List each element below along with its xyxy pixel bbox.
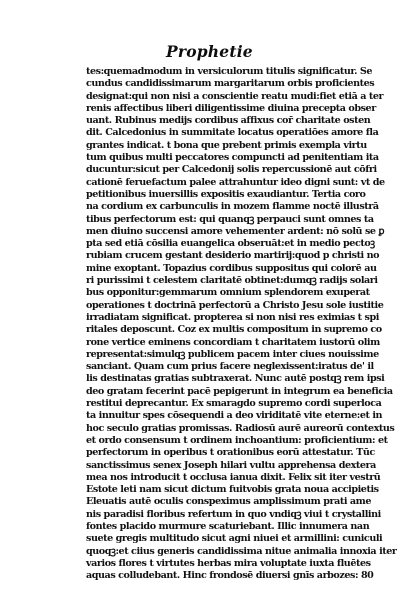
text-line: representat:simulqꝫ publicem pacem inter ciues nouissime xyxy=(86,348,379,360)
text-line: tes:quemadmodum in versiculorum titulis significatur. Se xyxy=(86,66,372,77)
text-line: hoc seculo gratias promissas. Radiosū aurē aureorū contextus xyxy=(86,422,395,434)
text-line: designat:qui non nisi a conscientie reatu mudi:fiet etiā a ter xyxy=(86,90,384,102)
text-line: sanctissimus senex Joseph hilari vultu apprehensa dextera xyxy=(86,459,376,471)
text-line: aquas colludebant. Hinc frondosē diuersi gnīs arbozes: 80 xyxy=(86,570,374,582)
text-line: Estote leti nam sicut dictum fuitvobis grata noua accipietis xyxy=(86,484,379,496)
text-line: quoqꝫ:et ciius generis candidissima nitue animalia innoxia iter xyxy=(86,545,397,557)
text-line: ri purissimi t celestem claritatē obtinet:dumqꝫ radijs solari xyxy=(86,275,378,287)
text-line: renis affectibus liberi diligentissime diuina precepta obser xyxy=(86,102,376,114)
text-line: restitui deprecantur. Ex smaragdo supremo cordi superloca xyxy=(86,398,382,410)
text-line: varios flores t virtutes herbas mira voluptate iuxta fluētes xyxy=(86,557,371,569)
running-title: Prophetie xyxy=(166,42,253,61)
text-line: uant. Rubinus medijs cordibus affixus cor̄ charitate osten xyxy=(86,115,371,127)
text-line: nis paradisi floribus refertum in quo vndiqꝫ viui t crystallini xyxy=(86,508,381,520)
text-line: grantes indicat. t bona que prebent primis exempla virtu xyxy=(86,139,367,151)
text-line: tum quibus multi peccatores compuncti ad penitentiam ita xyxy=(86,152,379,164)
text-line: cundus candidissimarum margaritarum orbis proficientes xyxy=(86,78,375,90)
text-line: suete gregis multitudo sicut agni niuei et armillini: cuniculi xyxy=(86,533,383,545)
text-line: ritales deposcunt. Coz ex multis compositum in supremo co xyxy=(86,324,382,336)
text-line: lis destinatas gratias subtraxerat. Nunc autē postqꝫ rem ipsi xyxy=(86,373,385,385)
text-line: cationē feruefactum palee attrahuntur ideo digni sunt: vt de xyxy=(86,176,385,188)
text-line: dit. Calcedonius in summitate locatus operatiōes amore fla xyxy=(86,127,379,139)
text-line: mea nos introducit t occlusa ianua dixit. Felix sit iter vestrū xyxy=(86,471,381,483)
text-line: rubiam crucem gestant desiderio martirij:quod p christi no xyxy=(86,250,380,262)
text-line: pta sed etiā cōsilia euangelica obseruāt:et in medio pectoꝫ xyxy=(86,238,375,250)
text-line: operationes t doctrinā perfectorū a Christo Jesu sole iustitie xyxy=(86,299,384,311)
text-line: et ordo consensum t ordinem inchoantium: proficientium: et xyxy=(86,434,388,446)
text-line: tibus perfectorum est: qui quanqꝫ perpauci sunt omnes ta xyxy=(86,213,374,225)
text-line: perfectorum in operibus t orationibus eorū attestatur. Tūc xyxy=(86,447,375,459)
text-line: fontes placido murmure scaturiebant. Illic innumera nan xyxy=(86,520,370,532)
text-line: Eleuatis autē oculis conspeximus amplissimum prati ame xyxy=(86,496,372,508)
text-line: petitionibus inuersillis expositis exaudiantur. Tertia coro xyxy=(86,188,366,200)
text-line: deo gratam fecerint pacē pepigerunt in integrum ea beneficia xyxy=(86,385,393,397)
text-line: rone vertice eminens concordiam t charitatem iustorū olim xyxy=(86,336,380,348)
text-line: ducuntur:sicut per Calcedonij solis repercussionē aut cōfri xyxy=(86,164,377,176)
text-line: sanciant. Quam cum prius facere neglexissent:iratus de' il xyxy=(86,361,374,373)
text-line: irradiatam significat. propterea si non nisi res eximias t spi xyxy=(86,311,379,323)
body-text-column xyxy=(86,66,397,582)
text-line: men diuino succensi amore vehementer ardent: nō solū se ꝑ xyxy=(86,225,385,237)
text-line: bus opponitur:gemmarum omnium splendorem exuperat xyxy=(86,287,370,299)
text-line: ta innuitur spes cōsequendi a deo viriditatē vite eterne:et in xyxy=(86,410,383,422)
text-line: na cordium ex carbunculis in mozem flamme noctē illustrā xyxy=(86,201,379,213)
text-line: mine exoptant. Topazius cordibus suppositus qui colorē au xyxy=(86,262,377,274)
